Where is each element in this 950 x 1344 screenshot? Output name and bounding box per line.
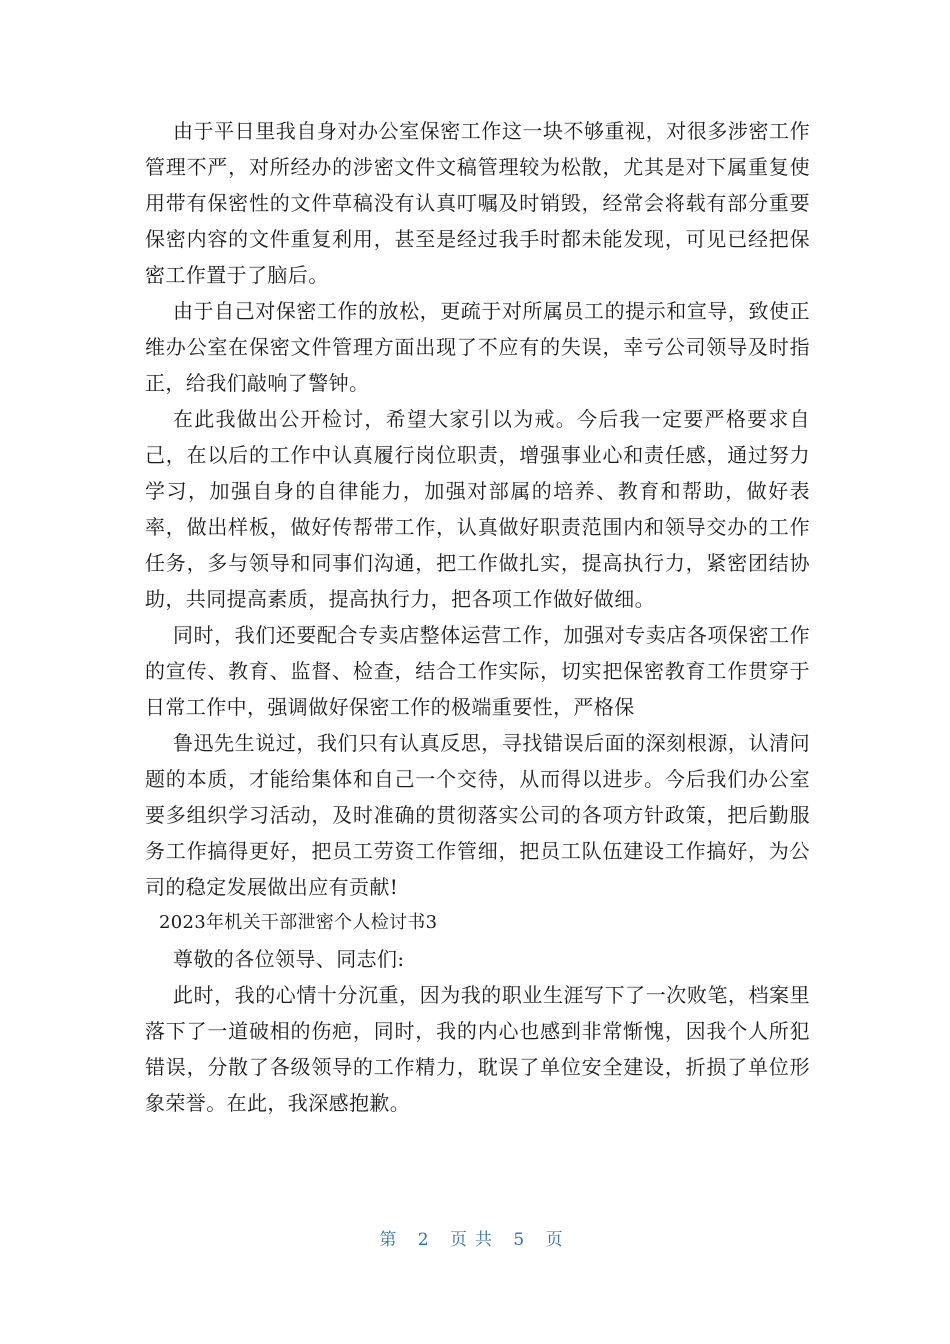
page-number-footer: 第 2 页共 5 页 <box>379 1230 571 1250</box>
greeting-line: 尊敬的各位领导、同志们: <box>173 947 405 971</box>
section-title: 2023年机关干部泄密个人检讨书3 <box>159 912 438 933</box>
body-paragraph: 由于自己对保密工作的放松，更疏于对所属员工的提示和宣导，致使正维办公室在保密文件管理方面出现了不应有的失误，幸亏公司领导及时指正，给我们敲响了警钟。 <box>145 299 810 395</box>
document-body <box>145 113 810 1121</box>
body-paragraph: 在此我做出公开检讨，希望大家引以为戒。今后我一定要严格要求自己，在以后的工作中认真履行岗位职责，增强事业心和责任感，通过努力学习，加强自身的自律能力，加强对部属的培养、教育和帮助，做好表率，做出样板，做好传帮带工作，认真做好职责范围内和领导交办的工作任务，多与领导和同事们沟通，把工作做扎实，提高执行力，紧密团结协助，共同提高素质，提高执行力，把各项工作做好做细。 <box>145 407 810 611</box>
body-paragraph: 同时，我们还要配合专卖店整体运营工作，加强对专卖店各项保密工作的宣传、教育、监督、检查，结合工作实际，切实把保密教育工作贯穿于日常工作中，强调做好保密工作的极端重要性，严格保 <box>145 623 810 719</box>
body-paragraph: 此时，我的心情十分沉重，因为我的职业生涯写下了一次败笔，档案里落下了一道破相的伤疤，同时，我的内心也感到非常惭愧，因我个人所犯错误，分散了各级领导的工作精力，耽误了单位安全建设，折损了单位形象荣誉。在此，我深感抱歉。 <box>145 983 810 1115</box>
body-paragraph: 由于平日里我自身对办公室保密工作这一块不够重视，对很多涉密工作管理不严，对所经办的涉密文件文稿管理较为松散，尤其是对下属重复使用带有保密性的文件草稿没有认真叮嘱及时销毁，经常会将载有部分重要保密内容的文件重复利用，甚至是经过我手时都未能发现，可见已经把保密工作置于了脑后。 <box>145 119 810 287</box>
body-paragraph: 鲁迅先生说过，我们只有认真反思，寻找错误后面的深刻根源，认清问题的本质，才能给集体和自己一个交待，从而得以进步。今后我们办公室要多组织学习活动，及时准确的贯彻落实公司的各项方针政策，把后勤服务工作搞得更好，把员工劳资工作管细，把员工队伍建设工作搞好，为公司的稳定发展做出应有贡献! <box>145 731 810 899</box>
